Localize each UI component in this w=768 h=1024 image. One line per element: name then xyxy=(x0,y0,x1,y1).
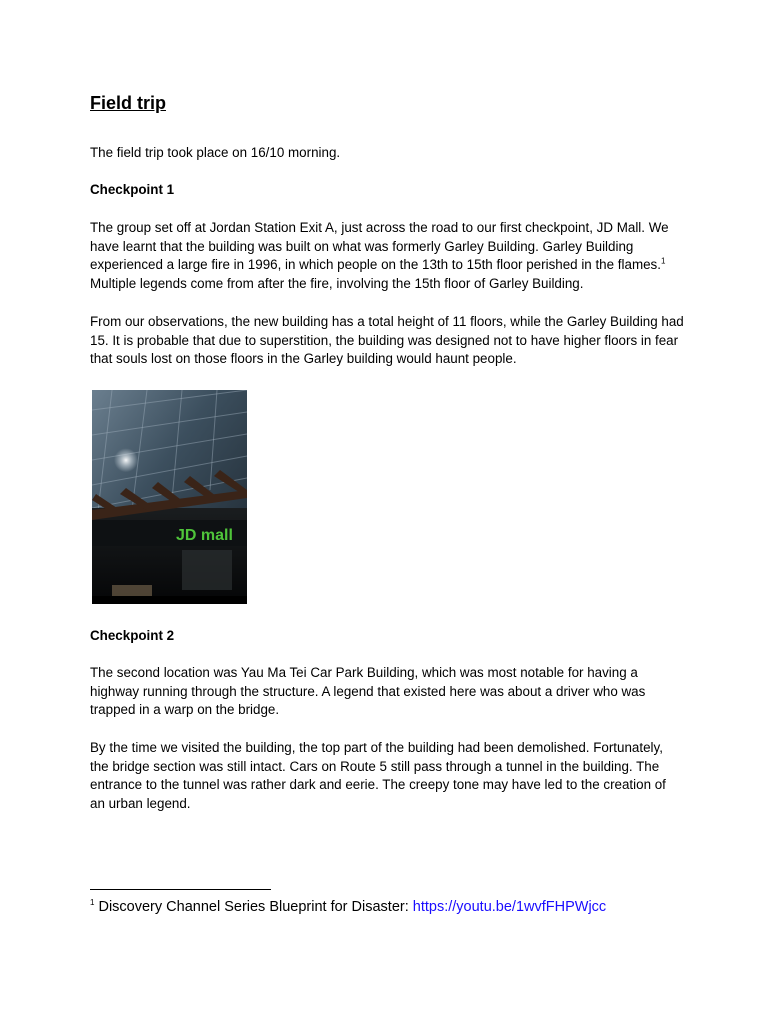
checkpoint-1-heading: Checkpoint 1 xyxy=(90,182,175,197)
footnote-divider xyxy=(90,889,271,890)
footnote-link[interactable]: https://youtu.be/1wvfFHPWjcc xyxy=(412,899,607,915)
footnote-marker: 1 xyxy=(90,898,95,908)
jd-mall-photo xyxy=(92,390,247,604)
checkpoint-2-paragraph-1: The second location was Yau Ma Tei Car Park Building, which was most notable for having a highway running through the structure. A legend that existed here was about a driver who was trapped in a warp on the bridge. xyxy=(90,665,646,718)
page-title: Field trip xyxy=(90,93,166,113)
checkpoint-1-paragraph-1 xyxy=(90,219,684,294)
checkpoint-1-paragraph-1-continuation: Multiple legends come from after the fire, involving the 15th floor of Garley Building. xyxy=(90,276,584,292)
checkpoint-1-paragraph-1-text: The group set off at Jordan Station Exit A, just across the road to our first checkpoint, JD Mall. We have learnt that the building was built on what was formerly Garley Building. Garley Building experienced a large fire in 1996, in which people on the 13th to 15th floor perished in the flames. xyxy=(90,220,669,273)
checkpoint-1-paragraph-2: From our observations, the new building has a total height of 11 floors, while the Garley Building had 15. It is probable that due to superstition, the building was designed not to have higher floors in fear that souls lost on those floors in the Garley building would haunt people. xyxy=(90,314,684,367)
mall-sign: JD mall xyxy=(176,527,233,544)
footnote xyxy=(90,898,606,916)
intro-paragraph: The field trip took place on 16/10 morning. xyxy=(90,145,341,160)
checkpoint-2-paragraph-2: By the time we visited the building, the top part of the building had been demolished. Fortunately, the bridge section was still intact. Cars on Route 5 still pass through a tunnel in the building. The entrance to the tunnel was rather dark and eerie. The creepy tone may have led to the creation of an urban legend. xyxy=(90,740,666,812)
footnote-text: Discovery Channel Series Blueprint for Disaster: xyxy=(94,899,413,915)
footnote-reference-marker[interactable]: 1 xyxy=(660,256,666,266)
checkpoint-2-heading: Checkpoint 2 xyxy=(90,628,175,643)
